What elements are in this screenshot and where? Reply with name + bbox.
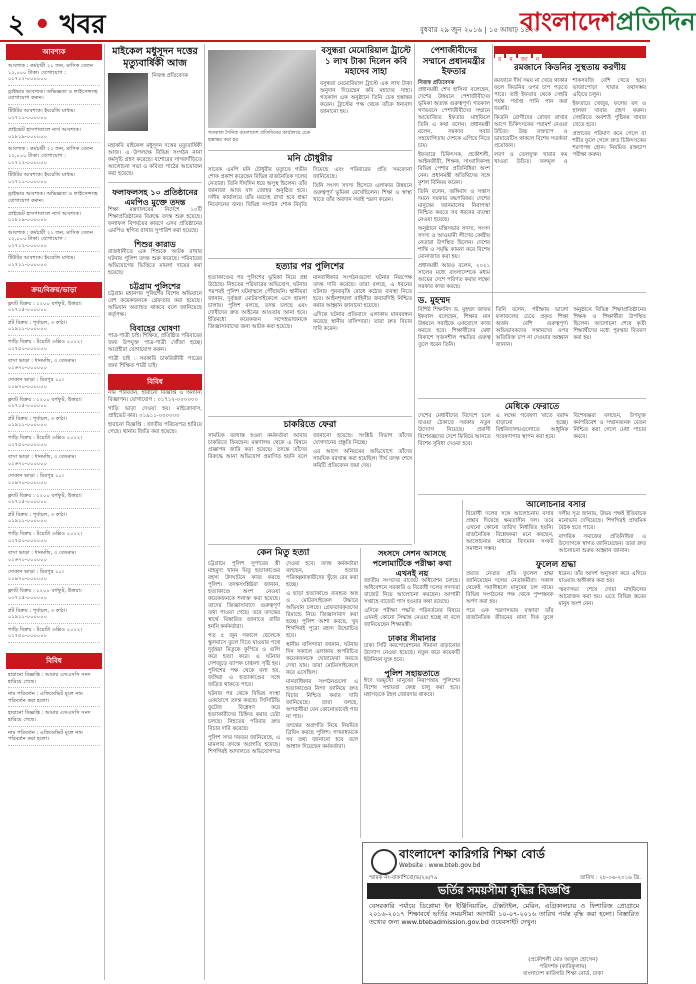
headline-talks: আলোচনার বসার <box>526 500 586 510</box>
article-body: রমজানে দীর্ঘ সময় না খেয়ে থাকার ফলে কিডনির ওপর চাপ পড়তে পারে। তাই ইফতার থেকে সেহরি পর্যন্ত পর্যাপ্ত পানি পান করা জরুরি। কিডনি রোগীদের রোজা রাখার আগে চিকিৎসকের পরামর্শ নেওয়া উচিত। উচ্চ রক্তচাপ ও ডায়াবেটিস থাকলে বিশেষ সতর্কতা প্রয়োজন। লবণ ও তেলযুক্ত খাবার কম খাওয়া উচিত। ফলমূল ও শাকসবজি বেশি খেতে হবে। ভাজাপোড়া খাবার যথাসম্ভব এড়িয়ে চলুন। ইফতারে খেজুর, ফলের রস ও হালকা খাবার গ্রহণ করুন। সেহরিতে অবশ্যই পুষ্টিকর খাবার খেতে হবে। প্রস্রাবের পরিমাণ কমে গেলে বা শরীর ফুলে গেলে দ্রুত চিকিৎসকের শরণাপন্ন হোন। নিয়মিত রক্তচাপ পরীক্ষা করুন। <box>494 78 646 165</box>
cheque-handover-photo <box>208 50 316 128</box>
story-kidney <box>494 78 646 288</box>
date-text: ২৯ জুন ২০১৬ | ১৫ আষাঢ় ১৪২৩ <box>439 26 539 34</box>
headline-ctg-police: চট্টগ্রাম পুলিশের <box>129 281 181 291</box>
headline-dr: ড. মুহম্মদ <box>418 296 451 306</box>
list-item: গাড়ি বিক্রয় : টয়োটা এক্সিও ২০১২। ০১৭৫০-০০০০০০ <box>8 531 100 547</box>
masthead-part-b: প্রতিদিন <box>615 7 696 36</box>
divider <box>108 182 202 183</box>
misc-heading: বিবিধ <box>6 653 102 669</box>
headline-dhaka-border: ঢাকার সীমানার <box>388 633 436 643</box>
headline-madhusudan: মাইকেল মধুসূদন দত্তের মৃত্যুবার্ষিকী আজ <box>112 46 198 69</box>
sale-list <box>6 298 102 649</box>
list-item: গাড়ি বিক্রয় : টয়োটা এক্সিও ২০১২। ০১৭৫০-০০০০০০ <box>8 339 100 355</box>
list-item: প্রাইভেট হাসপাতালে নার্স আবশ্যক। ০১৮১৯-০০০০০০ <box>8 211 100 227</box>
masthead-part-a: বাংলাদেশ <box>520 7 616 36</box>
byline: নিজস্ব প্রতিবেদক <box>418 79 455 86</box>
page-number-section <box>8 4 106 48</box>
ramadan-tag-bar <box>494 46 646 63</box>
separator-dot: • <box>33 10 51 40</box>
byline: নিজস্ব প্রতিবেদক <box>152 73 188 79</box>
classified-list <box>6 60 102 278</box>
signatory: (প্রকৌশলী মোঃ আবুল হোসেন) <box>528 957 598 963</box>
kidney-headline-box <box>494 62 646 76</box>
list-item: ফ্ল্যাট বিক্রয় : ১২০০ বর্গফুট, উত্তরা। ০১৭১৫-০০০০০০ <box>8 301 100 317</box>
column-divider <box>414 44 415 544</box>
list-item: গাড়ি বিক্রয় : টয়োটা এক্সিও ২০১২। ০১৭৫০-০০০০০০ <box>8 627 100 643</box>
column-divider <box>360 548 361 838</box>
signatory-title: পরিদর্শক (কারিকুলাম) <box>539 964 587 970</box>
tag: ন <box>533 54 543 65</box>
list-item: দোকান ভাড়া : মিরপুর ১০। ০১৯৭০-০০০০০০ <box>8 569 100 585</box>
headline-kill: হত্যার পর পুলিশের <box>275 262 345 272</box>
divider <box>418 494 646 495</box>
org-name: বাংলাদেশ কারিগরি শিক্ষা বোর্ড <box>399 847 545 861</box>
list-item: ড্রাইভার আবশ্যক। অভিজ্ঞতা ও লাইসেন্সসহ যোগাযোগ করুন। <box>8 89 100 105</box>
classified-column <box>6 44 102 980</box>
headline-job: চাকরিতে ফেরা <box>283 420 337 430</box>
list-item: হারানো বিজ্ঞপ্তি : আমার এসএসসি সনদ হারিয়ে গেছে। <box>8 710 100 726</box>
story-basundhara <box>320 46 412 146</box>
story-kill <box>208 262 412 412</box>
day: বুধবার <box>420 26 438 34</box>
list-item: নাম পরিবর্তন : এফিডেভিট মূলে নাম পরিবর্তন করা হলো। <box>8 730 100 746</box>
page-header <box>0 0 696 42</box>
list-item: হারানো বিজ্ঞপ্তি : আমার এসএসসি সনদ হারিয়ে গেছে। <box>8 672 100 688</box>
story-dr <box>418 296 646 396</box>
tag: জা <box>518 54 531 65</box>
list-item: বাসা ভাড়া : ধানমন্ডি, ৩ বেডরুম। ০১৬৭০-০০০০০০ <box>8 454 100 470</box>
divider <box>208 150 412 151</box>
memo-date: তারিখ : ২৮-০৬-২০১৬ খ্রি. <box>579 875 641 881</box>
list-item: নাম পরিবর্তন : এফিডেভিট মূলে নাম পরিবর্তন করা হলো। <box>8 691 100 707</box>
column-divider <box>462 500 463 838</box>
list-item: প্লট বিক্রয় : পূর্বাচল, ৩ কাঠা। ০১৯১১-০০০০০০ <box>8 512 100 528</box>
portrait-photo <box>108 73 148 131</box>
headline-session: সংসদে সেশন আসছে পলোমার্টিকে পরীক্ষা কথা এখনই নয় <box>372 548 452 578</box>
headline-basundhara: বসুন্ধরা মেমোরিয়াল ট্রাস্টে ১ লাখ টাকা দিলেন কবি মহাদেব সাহা <box>321 46 411 77</box>
article-body: মহাকবি মাইকেল মধুসূদন দত্তের মৃত্যুবার্ষিকী আজ। এ উপলক্ষে বিভিন্ন সংগঠন নানা কর্মসূচি গ্রহণ করেছে। যশোরের সাগরদাঁড়িতে আলোচনা সভা ও কবিতা পাঠের আয়োজন করা হয়েছে। <box>108 143 202 177</box>
article-body: সাময়িক বরখাস্ত হওয়া কর্মকর্তারা আবার চাকরিতে ফিরছেন। মন্ত্রণালয় থেকে এ বিষয়ে প্রজ্ঞাপন জারি করা হয়েছে। তদন্তে তাঁদের বিরুদ্ধে আনা অভিযোগ প্রমাণিত হয়নি বলে জানানো হয়েছে। সংশ্লিষ্ট বিভাগ তাঁদের যোগদানের প্রস্তুতি নিচ্ছে। এর আগে অনিয়মের অভিযোগে তাঁদের সাময়িক বরখাস্ত করা হয়েছিল। দীর্ঘ তদন্ত শেষে কমিটি প্রতিবেদন জমা দেয়। <box>208 433 412 469</box>
col-right-stories <box>364 548 460 838</box>
list-item: গাড়ি বিক্রয় : টয়োটা এক্সিও ২০১২। ০১৭৫০-০০০০০০ <box>8 435 100 451</box>
list-item: প্লট বিক্রয় : পূর্বাচল, ৩ কাঠা। ০১৯১১-০০০০০০ <box>8 608 100 624</box>
article-body: দেশের মেধাবীদের বিদেশে চলে যাওয়া ঠেকাতে সরকার নতুন উদ্যোগ নিয়েছে। প্রবাসী বিশেষজ্ঞদের দেশে ফিরিয়ে আনতে বিশেষ সুবিধা দেওয়া হবে। এ লক্ষ্যে গবেষণা খাতে বরাদ্দ বাড়ানো হচ্ছে। বিশ্ববিদ্যালয়গুলোতে আধুনিক গবেষণাগার স্থাপন করা হবে। বিশেষজ্ঞরা বলছেন, উপযুক্ত কর্মপরিবেশ ও সম্মানজনক বেতন নিশ্চিত করা গেলে মেধা পাচার কমবে। <box>418 413 646 447</box>
list-item: দোকান ভাড়া : মিরপুর ১০। ০১৯৭০-০০০০০০ <box>8 377 100 393</box>
list-item: প্লট বিক্রয় : পূর্বাচল, ৩ কাঠা। ০১৯১১-০০০০০০ <box>8 416 100 432</box>
portrait-block <box>108 73 202 143</box>
article-body: প্রয়াত নেতার প্রতি ফুলেল শ্রদ্ধা জানিয়েছেন দলের নেতাকর্মীরা। সকাল থেকেই সমাধিস্থলে মানুষের ঢল নামে। বিভিন্ন সংগঠনের পক্ষ থেকে পুষ্পস্তবক অর্পণ করা হয়। পরে এক স্মরণসভায় বক্তারা তাঁর রাজনৈতিক জীবনের নানা দিক তুলে ধরেন। তাঁর আদর্শ অনুসরণ করে এগিয়ে যাওয়ার অঙ্গীকার করা হয়। স্মরণসভা শেষে দোয়া মাহফিলের আয়োজন করা হয়। এতে বিভিন্ন স্তরের মানুষ অংশ নেন। <box>466 571 646 621</box>
article-body: বসুন্ধরা মেমোরিয়াল ট্রাস্টে এক লাখ টাকা অনুদান দিয়েছেন কবি মহাদেব সাহা। গতকাল এক অনুষ্ঠানে তিনি চেক হস্তান্তর করেন। ট্রাস্টের পক্ষ থেকে তাঁকে ধন্যবাদ জানানো হয়। <box>320 80 412 115</box>
headline-kidney: রমজানে কিডনির সুস্থতায় করণীয় <box>514 63 626 73</box>
article-body: বিশিষ্ট শিক্ষাবিদ ড. মুহম্মদ জাফর ইকবাল বলেছেন, শিক্ষার মান উন্নয়নে সবাইকে একযোগে কাজ করতে হবে। শিক্ষার্থীদের মেধা বিকাশে সৃজনশীল পদ্ধতির গুরুত্ব তুলে ধরেন তিনি। তিনি বলেন, পরীক্ষায় ভালো ফলাফলের চেয়ে প্রকৃত শিক্ষা অর্জন বেশি গুরুত্বপূর্ণ। অভিভাবকদের সন্তানদের ওপর অতিরিক্ত চাপ না দেওয়ার আহ্বান জানান। অনুষ্ঠানে বিভিন্ন শিক্ষাপ্রতিষ্ঠানের শিক্ষক ও শিক্ষার্থীরা উপস্থিত ছিলেন। আলোচনা শেষে কৃতী শিক্ষার্থীদের মধ্যে পুরস্কার বিতরণ করা হয়। <box>418 307 646 348</box>
article-body: চট্টগ্রাম মহানগর পুলিশের বিশেষ অভিযানে বেশ কয়েকজনকে গ্রেফতার করা হয়েছে। অভিযান অব্যাহত থাকবে বলে জানিয়েছে কর্তৃপক্ষ। <box>108 291 202 318</box>
article-body: পাত্র-পাত্রী চাই। শিক্ষিত, প্রতিষ্ঠিত পরিবারের জন্য উপযুক্ত পাত্র-পাত্রী খোঁজা হচ্ছে। আগ্রহীরা যোগাযোগ করুন। পাত্রী চাই : সরকারি চাকরিজীবী পাত্রের জন্য শিক্ষিত পাত্রী চাই। <box>108 333 202 369</box>
col-right-wide <box>466 500 646 838</box>
list-item: বাসা ভাড়া : ধানমন্ডি, ৩ বেডরুম। ০১৬৭০-০০০০০০ <box>8 358 100 374</box>
col2-stories <box>108 46 202 978</box>
divider <box>418 398 646 399</box>
headline-mitu: কেন মিতু হত্যা <box>256 548 310 558</box>
list-item: প্রাইভেট হাসপাতালে নার্স আবশ্যক। ০১৮১৯-০০০০০০ <box>8 127 100 143</box>
column-divider <box>104 44 105 980</box>
list-item: ফ্ল্যাট বিক্রয় : ১২০০ বর্গফুট, উত্তরা। ০১৭১৫-০০০০০০ <box>8 493 100 509</box>
divider <box>208 416 412 417</box>
list-item: ফ্ল্যাট বিক্রয় : ১২০০ বর্গফুট, উত্তরা। ০১৭১৫-০০০০০০ <box>8 397 100 413</box>
list-item: বাসা ভাড়া : ধানমন্ডি, ৩ বেডরুম। ০১৬৭০-০০০০০০ <box>8 550 100 566</box>
article-body: প্রধানমন্ত্রী শেখ হাসিনা বলেছেন, দেশের উন্নয়নে পেশাজীবীদের ভূমিকা অত্যন্ত গুরুত্বপূর্ণ। গতকাল গণভবনে পেশাজীবীদের সম্মানে আয়োজিত ইফতার মাহফিলে তিনি এ কথা বলেন। প্রধানমন্ত্রী বলেন, সরকার সবার সহযোগিতায় দেশকে এগিয়ে নিতে চায়। ইফতারে চিকিৎসক, প্রকৌশলী, আইনজীবী, শিক্ষক, সাংবাদিকসহ বিভিন্ন পেশার প্রতিনিধিরা অংশ নেন। প্রধানমন্ত্রী অতিথিদের সঙ্গে কুশল বিনিময় করেন। তিনি বলেন, জঙ্গিবাদ ও সন্ত্রাস দমনে সরকার বদ্ধপরিকর। দেশের মানুষের জানমালের নিরাপত্তা নিশ্চিত করতে সব ধরনের ব্যবস্থা নেওয়া হয়েছে। অনুষ্ঠানে মন্ত্রিসভার সদস্য, সংসদ সদস্য ও আওয়ামী লীগের কেন্দ্রীয় নেতারা উপস্থিত ছিলেন। দেশের শান্তি ও সমৃদ্ধি কামনা করে বিশেষ মোনাজাত করা হয়। প্রধানমন্ত্রী আরও বলেন, ২০২১ সালের মধ্যে বাংলাদেশকে মধ্যম আয়ের দেশে পরিণত করার লক্ষ্যে সরকার কাজ করছে। <box>418 86 490 290</box>
headline-shishu: শিশুর কারাড <box>134 239 176 249</box>
website: Website : www.bteb.gov.bd <box>399 862 481 869</box>
article-body: চট্টগ্রামে পুলিশ সুপারের স্ত্রী মাহমুদা খানম মিতু হত্যাকাণ্ডের রহস্য উদঘাটনে কাজ করছে পুলিশ। তদন্তসংশ্লিষ্টরা জানান, হত্যাকাণ্ডে অংশ নেওয়া কয়েকজনকে শনাক্ত করা হয়েছে। তাদের জিজ্ঞাসাবাদে গুরুত্বপূর্ণ তথ্য পাওয়া গেছে। তবে তদন্তের স্বার্থে বিস্তারিত জানাতে রাজি হননি কর্মকর্তারা। গত ৫ জুন সকালে ছেলেকে স্কুলবাসে তুলে দিতে যাওয়ার পথে দুর্বৃত্তরা মিতুকে কুপিয়ে ও গুলি করে হত্যা করে। এ ঘটনায় দেশজুড়ে ব্যাপক চাঞ্চল্য সৃষ্টি হয়। পুলিশের পক্ষ থেকে বলা হয়, জঙ্গিরা এ হত্যাকাণ্ডের সঙ্গে জড়িত থাকতে পারে। ঘটনার পর থেকে বিভিন্ন সংস্থা একযোগে তদন্ত করছে। সিসিটিভি ফুটেজ বিশ্লেষণ করে হত্যাকারীদের চিহ্নিত করার চেষ্টা চলছে। নিহতের পরিবার দ্রুত বিচার দাবি করেছে। পুলিশ সদর দফতর জানিয়েছে, এ মামলার তদন্তে অগ্রগতি হয়েছে। শিগগিরই আদালতে অভিযোগপত্র দেওয়া হবে। তদন্ত কর্মকর্তারা বলছেন, হত্যার পরিকল্পনাকারীদের খুঁজে বের করা হচ্ছে। এ ছাড়া হত্যাকাণ্ডে ব্যবহৃত অস্ত্র ও মোটরসাইকেল উদ্ধারে অভিযান চলছে। গ্রেফতারকৃতদের রিমান্ডে নিয়ে জিজ্ঞাসাবাদ করা হচ্ছে। পুলিশ আশা করছে, খুব শিগগিরই পুরো রহস্য উন্মোচিত হবে। স্থানীয় বাসিন্দারা জানান, ঘটনার দিন সকালে এলাকায় অপরিচিত কয়েকজনকে ঘোরাফেরা করতে দেখা যায়। তারা মোটরসাইকেলে করে এসেছিল। মানবাধিকার সংগঠনগুলো এ হত্যাকাণ্ডের নিন্দা জানিয়ে দ্রুত বিচার নিশ্চিত করার দাবি জানিয়েছে। তারা বলছে, অপরাধীরা যেন কোনোভাবেই পার না পায়। তদন্তের অগ্রগতি নিয়ে নিয়মিত ব্রিফিং করছে পুলিশ। গণমাধ্যমকে সব তথ্য জানানো হবে বলে আশ্বাস দিয়েছেন কর্মকর্তারা। <box>208 561 358 755</box>
headline-police-help: পুলিশ সহায়তাতে <box>384 668 440 678</box>
headline-marriage: বিবাহের ঘোষণা <box>129 323 181 333</box>
article-body: শিক্ষা মন্ত্রণালয়ের নির্দেশে ১০টি শিক্ষাপ্রতিষ্ঠানের বিরুদ্ধে তদন্ত শুরু হয়েছে। ফলাফল বিপর্যয়ের কারণে এসব প্রতিষ্ঠানের এমপিও স্থগিত রাখার সুপারিশ করা হয়েছে। <box>108 207 202 234</box>
article-body: ঢাকা সিটি করপোরেশনের সীমানা বাড়ানোর উদ্যোগ নেওয়া হয়েছে। নতুন করে কয়েকটি ইউনিয়ন যুক্ত হবে। <box>364 643 460 663</box>
misc-heading: বিবিধ <box>108 374 202 390</box>
list-item: দোকান ভাড়া : মিরপুর ১০। ০১৯৭০-০০০০০০ <box>8 473 100 489</box>
list-item: ড্রাইভার আবশ্যক। অভিজ্ঞতা ও লাইসেন্সসহ যোগাযোগ করুন। <box>8 191 100 207</box>
headline-medha: মেধিকে ফেরাতে <box>504 402 560 412</box>
notice-body: বেসরকারি পর্যায়ে ডিপ্লোমা ইন ইঞ্জিনিয়ারিং, টেক্সটাইল, মেরিন, এগ্রিকালচার ও ফিশারিজ প্রোগ্রামে ২০১৬-২০১৭ শিক্ষাবর্ষে ভর্তির সময়সীমা আগামী ১০-০৭-২০১৬ তারিখ পর্যন্ত বৃদ্ধি করা হলো। বিস্তারিত তথ্যের জন্য www.btebadmission.gov.bd ওয়েবসাইট দেখুন। <box>369 902 639 926</box>
article-body: হত্যাকাণ্ডের পর পুলিশের ভূমিকা নিয়ে প্রশ্ন উঠেছে। নিহতের পরিবারের অভিযোগ, ঘটনার পরপরই পুলিশ ঘটনাস্থলে পৌঁছায়নি। স্থানীয়রা জানান, দুর্বৃত্তরা মোটরসাইকেলে এসে হামলা চালায়। পুলিশ বলছে, তদন্ত চলছে এবং দোষীদের দ্রুত আইনের আওতায় আনা হবে। ইতিমধ্যে কয়েকজন সন্দেহভাজনকে জিজ্ঞাসাবাদের জন্য আটক করা হয়েছে। মানবাধিকার সংগঠনগুলো ঘটনার নিরপেক্ষ তদন্ত দাবি করেছে। তারা বলছে, এ ধরনের ঘটনার পুনরাবৃত্তি রোধে কঠোর ব্যবস্থা নিতে হবে। আইনশৃঙ্খলা বাহিনীর জবাবদিহি নিশ্চিত করার আহ্বান জানানো হয়েছে। এদিকে ঘটনার প্রতিবাদে এলাকায় মানববন্ধন করেছে স্থানীয় বাসিন্দারা। তারা দ্রুত বিচার দাবি করেন। <box>208 275 412 332</box>
story-mitu <box>208 548 358 978</box>
bteb-admission-notice <box>362 842 648 984</box>
article-body: সাবেক এমপি মনি চৌধুরীর মৃত্যুতে গভীর শোক প্রকাশ করেছেন বিভিন্ন রাজনৈতিক দলের নেতারা। তিনি দীর্ঘদিন ধরে অসুস্থ ছিলেন। তাঁর জানাজা আজ বাদ জোহর অনুষ্ঠিত হবে। দলীয় কার্যালয়ে তাঁর মরদেহ রাখা হবে শ্রদ্ধা নিবেদনের জন্য। বিভিন্ন সংগঠন শোক বিবৃতি দিয়েছে এবং পরিবারের প্রতি সমবেদনা জানিয়েছে। তিনি সংসদ সদস্য হিসেবে এলাকার উন্নয়নে গুরুত্বপূর্ণ ভূমিকা রেখেছিলেন। শিক্ষা ও স্বাস্থ্য খাতে তাঁর অবদান সবাই স্মরণ করেন। <box>208 167 412 208</box>
memo-number: স্মারক নং-বাকাশিবো/ভ/২৬/৭৯ <box>369 875 438 881</box>
list-item: টিউটর আবশ্যক। ইংরেজি মাধ্যম। ০১৭১১-০০০০০০ <box>8 255 100 271</box>
photo-caption: গতকাল দৈনিক বাংলাদেশ প্রতিদিনের কার্যালয়ে চেক হস্তান্তর করা হয় <box>208 130 311 143</box>
sale-heading: ক্রয়/বিক্রয়/ভাড়া <box>6 282 102 298</box>
article-body: ঈদে ঘরমুখো মানুষের নিরাপত্তায় পুলিশের বিশেষ সহায়তা কেন্দ্র চালু করা হবে। মহাসড়কে টহল জোরদার থাকবে। <box>364 678 460 698</box>
list-item: প্লট বিক্রয় : পূর্বাচল, ৩ কাঠা। ০১৯১১-০০০০০০ <box>8 320 100 336</box>
headline-mpo: ফলাফলসহ ১০ প্রতিষ্ঠানের এমপিও মুক্তে তদন্ত <box>112 187 198 207</box>
signature-block <box>483 957 643 978</box>
divider <box>418 292 646 293</box>
headline-floral: ফুলেল শ্রদ্ধা <box>535 560 577 570</box>
list-item: আবশ্যক : কর্মচারী ২১ জন, মাসিক বেতন ১২,০০০ টাকা। যোগাযোগ : ০১৭১২-০০০০০০ <box>8 146 100 169</box>
headline-iftar: পেশাজীবীদের সম্মানে প্রধানমন্ত্রীর ইফতার <box>422 46 486 77</box>
column-divider <box>204 44 205 980</box>
classified-heading: আবশ্যক <box>6 44 102 60</box>
article-body: নাম পরিবর্তন, হারানো বিজ্ঞপ্তি ও অন্যান্য বিজ্ঞাপন। যোগাযোগ : ০১৭১২-০০০০০০ গাড়ি ভাড়া দেওয়া হয়। মাইক্রোবাস, প্রাইভেট কার। ০১৯১১-০০০০০০ হারানো বিজ্ঞপ্তি : জাতীয় পরিচয়পত্র হারিয়ে গেছে। থানায় জিডি করা হয়েছে। <box>108 390 202 435</box>
divider <box>208 544 412 545</box>
article-body: রাজধানীতে এক শিশুকে আটক রাখার ঘটনায় পুলিশ তদন্ত শুরু করেছে। পরিবারের অভিযোগের ভিত্তিতে মামলা দায়ের করা হয়েছে। <box>108 249 202 276</box>
article-body: বিরোধী দলের সঙ্গে আলোচনায় বসার প্রস্তাব দিয়েছে ক্ষমতাসীন দল। তবে এখনো কোনো তারিখ নির্ধারিত হয়নি। রাজনৈতিক বিশ্লেষকরা মনে করছেন, আলোচনার মাধ্যমে বিদ্যমান সংকট সমাধান সম্ভব। দলীয় সূত্র জানায়, উভয় পক্ষই ইতিবাচক মনোভাব দেখিয়েছে। শিগগিরই প্রাথমিক বৈঠক হতে পারে। নাগরিক সমাজের প্রতিনিধিরা এ উদ্যোগকে স্বাগত জানিয়েছেন। তারা দ্রুত আলোচনা শুরুর আহ্বান জানান। <box>466 511 646 554</box>
list-item: টিউটর আবশ্যক। ইংরেজি মাধ্যম। ০১৭১১-০০০০০০ <box>8 172 100 188</box>
story-moni <box>208 154 412 254</box>
list-item: আবশ্যক : কর্মচারী ২১ জন, মাসিক বেতন ১২,০০০ টাকা। যোগাযোগ : ০১৭১২-০০০০০০ <box>8 230 100 253</box>
notice-title: ভর্তির সময়সীমা বৃদ্ধির বিজ্ঞপ্তি <box>367 883 641 899</box>
list-item: আবশ্যক : কর্মচারী ২১ জন, মাসিক বেতন ১২,০০০ টাকা। যোগাযোগ : ০১৭১২-০০০০০০ <box>8 63 100 86</box>
list-item: ফ্ল্যাট বিক্রয় : ১২০০ বর্গফুট, উত্তরা। ০১৭১৫-০০০০০০ <box>8 588 100 604</box>
signatory-org: বাংলাদেশ কারিগরি শিক্ষা বোর্ড, ঢাকা <box>522 971 604 977</box>
bteb-logo-icon <box>371 849 397 875</box>
tag: র <box>495 54 504 65</box>
page-number: ২ <box>8 10 25 40</box>
section-name: খবর <box>59 10 106 40</box>
story-medha <box>418 402 646 492</box>
list-item: টিউটর আবশ্যক। ইংরেজি মাধ্যম। ০১৭১১-০০০০০০ <box>8 108 100 124</box>
tag: ম <box>506 54 515 65</box>
divider <box>208 258 412 259</box>
masthead-logo <box>520 2 696 45</box>
article-body: জাতীয় সংসদের বাজেট অধিবেশন চলছে। অধিবেশনে সরকারি ও বিরোধী দলের সদস্যরা বাজেট নিয়ে আলোচনা করছেন। আগামী সপ্তাহে বাজেট পাস হওয়ার কথা রয়েছে। এদিকে পরীক্ষা পদ্ধতি পরিবর্তনের বিষয়ে এখনই কোনো সিদ্ধান্ত নেওয়া হচ্ছে না বলে জানিয়েছেন শিক্ষামন্ত্রী। <box>364 578 460 628</box>
headline-moni: মনি চৌধুরীর <box>287 154 333 164</box>
misc-list <box>6 669 102 752</box>
story-job <box>208 420 412 540</box>
